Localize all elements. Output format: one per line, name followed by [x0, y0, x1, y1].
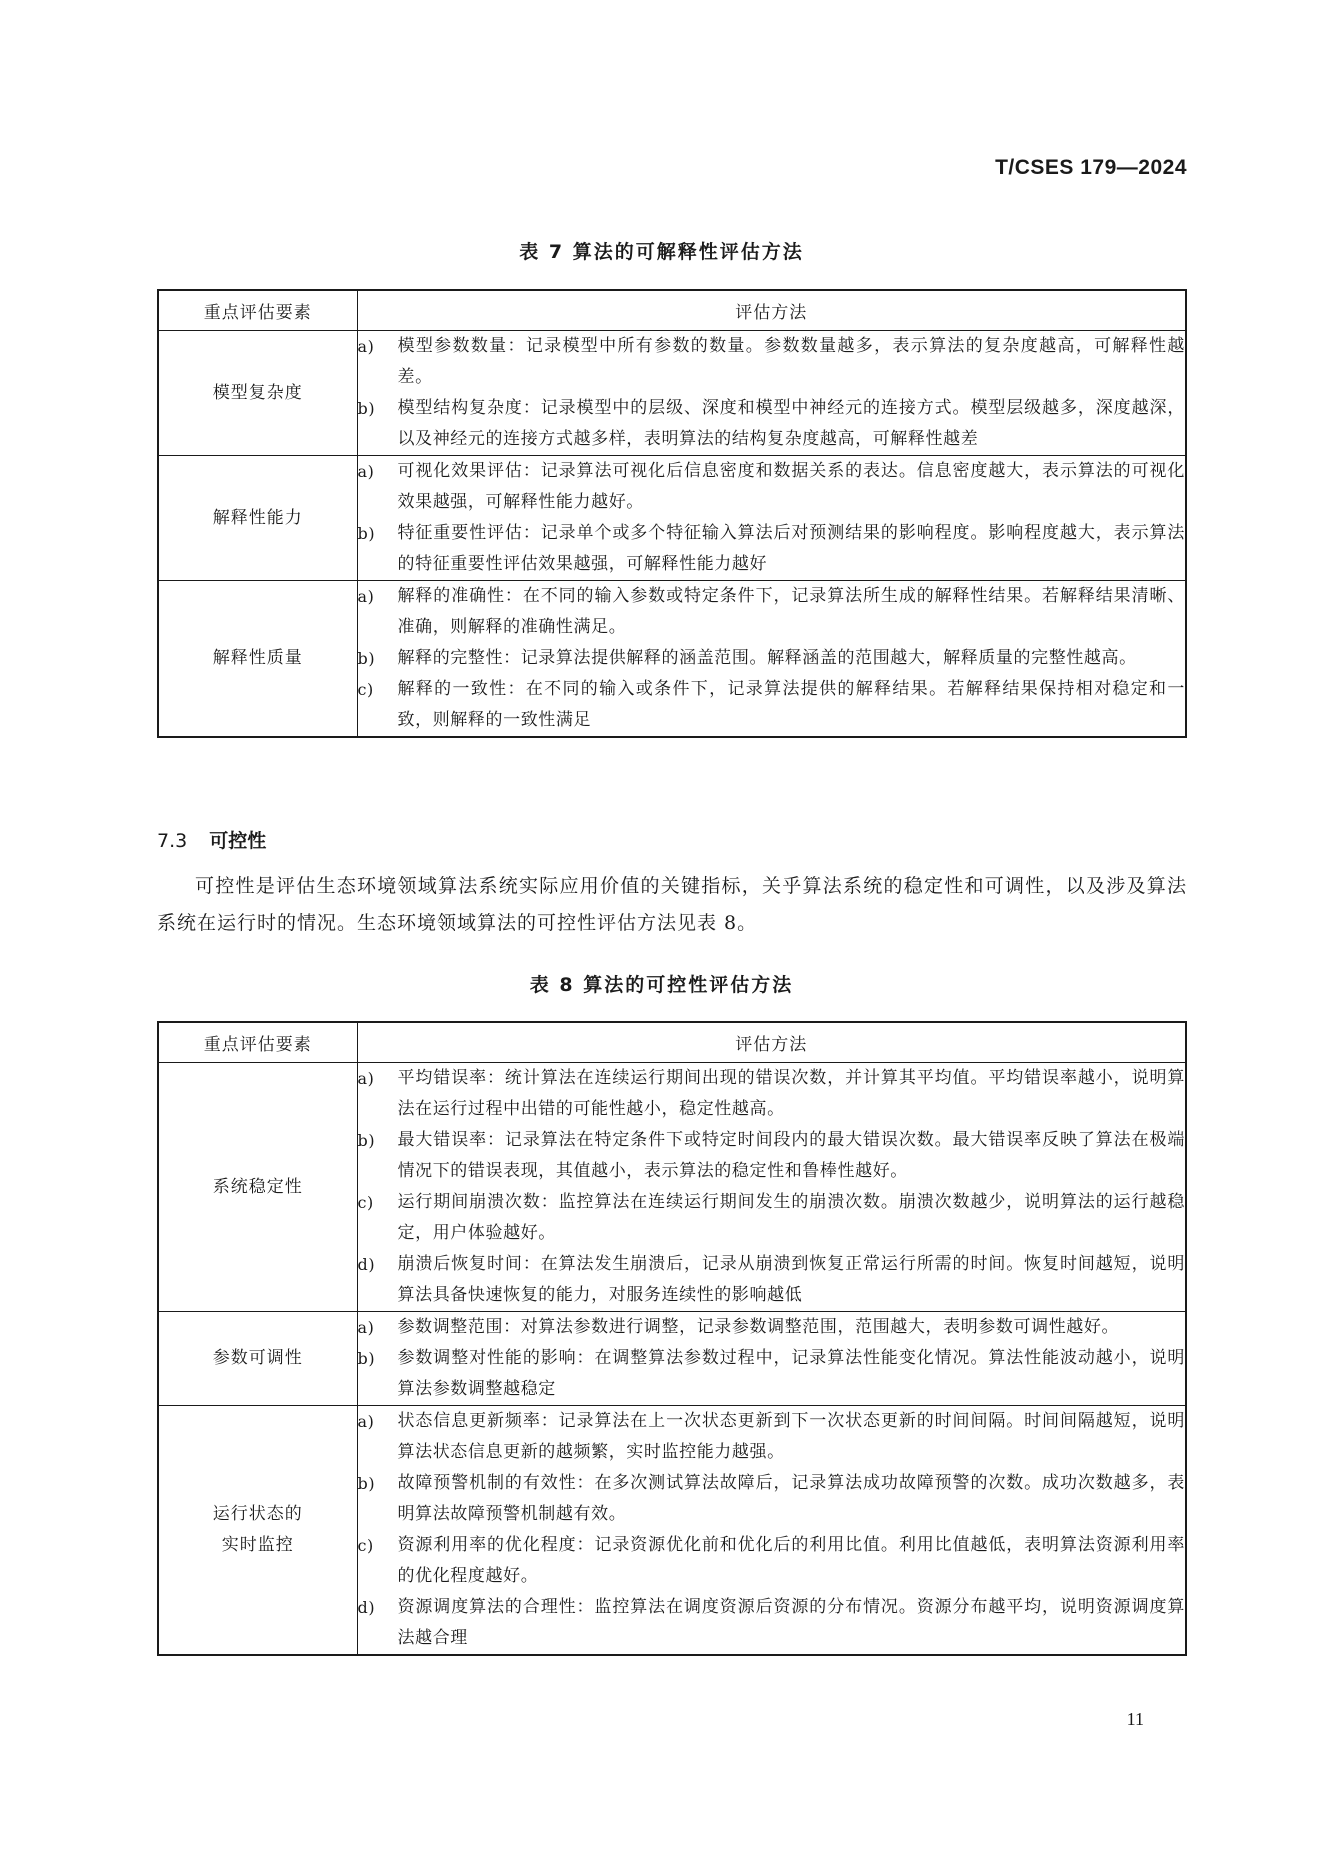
item-label: a)	[357, 1318, 375, 1337]
item-text: 资源利用率的优化程度：记录资源优化前和优化后的利用比值。利用比值越低，表明算法资源利用率的优化程度越好。	[397, 1535, 1185, 1586]
method-item	[358, 643, 1186, 674]
item-label: b)	[357, 1349, 376, 1368]
element-cell: 模型复杂度	[158, 331, 357, 456]
element-cell: 参数可调性	[158, 1312, 357, 1406]
item-text: 模型参数数量：记录模型中所有参数的数量。参数数量越多，表示算法的复杂度越高，可解释性越差。	[397, 336, 1185, 387]
item-label: b)	[357, 1474, 376, 1493]
item-label: b)	[357, 649, 376, 668]
table-row	[158, 581, 1186, 738]
method-item	[358, 393, 1186, 455]
section-paragraph: 可控性是评估生态环境领域算法系统实际应用价值的关键指标，关乎算法系统的稳定性和可调性，以及涉及算法系统在运行时的情况。生态环境领域算法的可控性评估方法见表 8。	[157, 875, 1187, 934]
item-label: a)	[357, 1069, 375, 1088]
table-row	[158, 1312, 1186, 1406]
element-cell: 运行状态的 实时监控	[158, 1406, 357, 1656]
item-text: 故障预警机制的有效性：在多次测试算法故障后，记录算法成功故障预警的次数。成功次数越多，表明算法故障预警机制越有效。	[397, 1473, 1185, 1524]
method-cell	[357, 1063, 1186, 1312]
item-text: 最大错误率：记录算法在特定条件下或特定时间段内的最大错误次数。最大错误率反映了算法在极端情况下的错误表现，其值越小，表示算法的稳定性和鲁棒性越好。	[397, 1130, 1185, 1181]
table8-caption: 表 8 算法的可控性评估方法	[529, 974, 794, 996]
item-label: b)	[357, 399, 376, 418]
method-item	[358, 1530, 1186, 1592]
element-cell: 系统稳定性	[158, 1063, 357, 1312]
item-text: 平均错误率：统计算法在连续运行期间出现的错误次数，并计算其平均值。平均错误率越小，说明算法在运行过程中出错的可能性越小，稳定性越高。	[397, 1068, 1185, 1119]
method-item	[358, 456, 1186, 518]
col-header-method: 评估方法	[357, 1022, 1186, 1063]
item-label: a)	[357, 462, 375, 481]
item-label: a)	[357, 337, 375, 356]
table-row	[158, 1406, 1186, 1656]
method-item	[358, 1063, 1186, 1125]
table8	[157, 1021, 1187, 1656]
method-item	[358, 1125, 1186, 1187]
table7	[157, 289, 1187, 738]
item-label: b)	[357, 1131, 376, 1150]
section-title: 可控性	[209, 830, 267, 852]
col-header-method: 评估方法	[357, 290, 1186, 331]
section-heading	[157, 826, 266, 853]
method-item	[358, 581, 1186, 643]
item-text: 参数调整范围：对算法参数进行调整，记录参数调整范围，范围越大，表明参数可调性越好。	[397, 1317, 1120, 1337]
method-item	[358, 1592, 1186, 1654]
col-header-element: 重点评估要素	[158, 290, 357, 331]
method-item	[358, 1312, 1186, 1343]
item-text: 资源调度算法的合理性：监控算法在调度资源后资源的分布情况。资源分布越平均，说明资源调度算法越合理	[397, 1597, 1185, 1648]
item-text: 崩溃后恢复时间：在算法发生崩溃后，记录从崩溃到恢复正常运行所需的时间。恢复时间越短，说明算法具备快速恢复的能力，对服务连续性的影响越低	[397, 1254, 1185, 1305]
method-item	[358, 1406, 1186, 1468]
table7-caption: 表 7 算法的可解释性评估方法	[519, 241, 804, 263]
table-header-row	[158, 1022, 1186, 1063]
element-cell: 解释性能力	[158, 456, 357, 581]
item-text: 解释的完整性：记录算法提供解释的涵盖范围。解释涵盖的范围越大，解释质量的完整性越高。	[397, 648, 1137, 668]
item-label: d)	[357, 1255, 376, 1274]
item-text: 状态信息更新频率：记录算法在上一次状态更新到下一次状态更新的时间间隔。时间间隔越短，说明算法状态信息更新的越频繁，实时监控能力越强。	[397, 1411, 1185, 1462]
method-cell	[357, 1406, 1186, 1656]
method-cell	[357, 581, 1186, 738]
item-text: 特征重要性评估：记录单个或多个特征输入算法后对预测结果的影响程度。影响程度越大，表示算法的特征重要性评估效果越强，可解释性能力越好	[397, 523, 1185, 574]
method-item	[358, 1343, 1186, 1405]
item-label: c)	[357, 1536, 374, 1555]
table-header-row	[158, 290, 1186, 331]
section-number: 7.3	[157, 830, 188, 852]
item-text: 运行期间崩溃次数：监控算法在连续运行期间发生的崩溃次数。崩溃次数越少，说明算法的运行越稳定，用户体验越好。	[397, 1192, 1185, 1243]
item-text: 解释的准确性：在不同的输入参数或特定条件下，记录算法所生成的解释性结果。若解释结果清晰、准确，则解释的准确性满足。	[397, 586, 1185, 637]
item-text: 参数调整对性能的影响：在调整算法参数过程中，记录算法性能变化情况。算法性能波动越小，说明算法参数调整越稳定	[397, 1348, 1185, 1399]
table-row	[158, 456, 1186, 581]
col-header-element: 重点评估要素	[158, 1022, 357, 1063]
standard-code: T/CSES 179—2024	[995, 156, 1187, 179]
item-text: 可视化效果评估：记录算法可视化后信息密度和数据关系的表达。信息密度越大，表示算法的可视化效果越强，可解释性能力越好。	[397, 461, 1185, 512]
table-row	[158, 331, 1186, 456]
method-cell	[357, 331, 1186, 456]
item-label: c)	[357, 680, 374, 699]
item-text: 模型结构复杂度：记录模型中的层级、深度和模型中神经元的连接方式。模型层级越多，深度越深，以及神经元的连接方式越多样，表明算法的结构复杂度越高，可解释性越差	[397, 398, 1185, 449]
item-label: a)	[357, 1412, 375, 1431]
item-label: b)	[357, 524, 376, 543]
element-cell: 解释性质量	[158, 581, 357, 738]
method-item	[358, 1187, 1186, 1249]
method-item	[358, 518, 1186, 580]
item-label: a)	[357, 587, 375, 606]
method-item	[358, 1249, 1186, 1311]
method-cell	[357, 1312, 1186, 1406]
method-item	[358, 674, 1186, 736]
item-label: d)	[357, 1598, 376, 1617]
table-row	[158, 1063, 1186, 1312]
method-item	[358, 1468, 1186, 1530]
item-label: c)	[357, 1193, 374, 1212]
item-text: 解释的一致性：在不同的输入或条件下，记录算法提供的解释结果。若解释结果保持相对稳定和一致，则解释的一致性满足	[397, 679, 1185, 730]
method-cell	[357, 456, 1186, 581]
method-item	[358, 331, 1186, 393]
page-number: 11	[1126, 1709, 1144, 1729]
